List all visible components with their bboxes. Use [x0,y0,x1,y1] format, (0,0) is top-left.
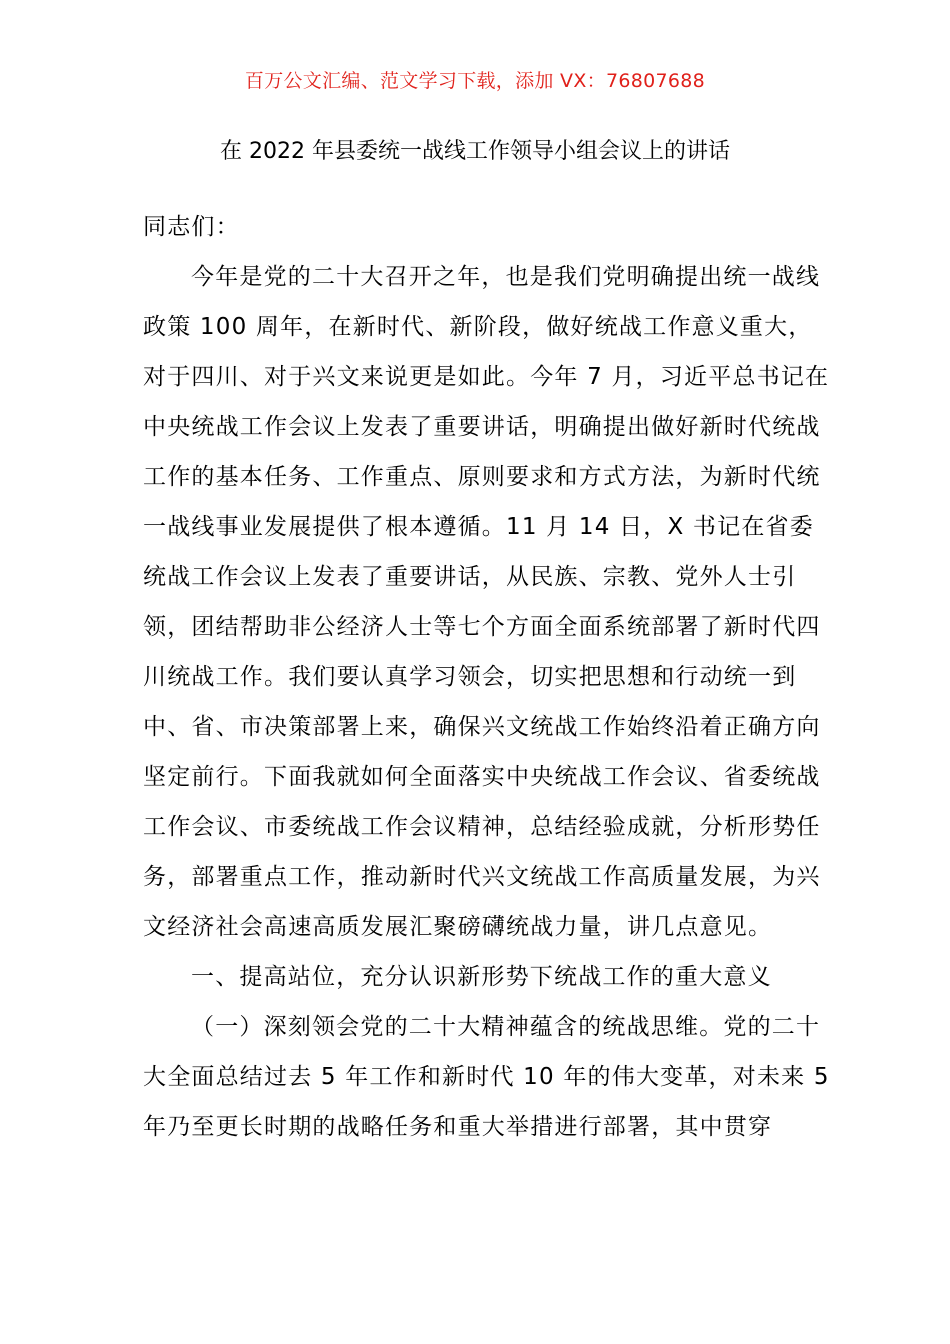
watermark-header: 百万公文汇编、范文学习下载，添加 VX：76807688 [244,70,706,92]
salutation: 同志们： [143,214,240,240]
paragraph-intro: 今年是党的二十大召开之年，也是我们党明确提出统一战线政策 100 周年，在新时代、新阶段，做好统战工作意义重大，对于四川、对于兴文来说更是如此。今年 7 月，习近平总书记在中央统战工作会议上发表了重要讲话，明确提出做好新时代统战工作的基本任务、工作重点、原则要求和方式方法，为新时代统一战线事业发展提供了根本遵循。11 月 14 日，X 书记在省委统战工作会议上发表了重要讲话，从民族、宗教、党外人士引领，团结帮助非公经济人士等七个方面全面系统部署了新时代四川统战工作。我们要认真学习领会，切实把思想和行动统一到中、省、市决策部署上来，确保兴文统战工作始终沿着正确方向坚定前行。下面我就如何全面落实中央统战工作会议、省委统战工作会议、市委统战工作会议精神，总结经验成就，分析形势任务，部署重点工作，推动新时代兴文统战工作高质量发展，为兴文经济社会高速高质发展汇聚磅礴统战力量，讲几点意见。 [143,264,830,940]
paragraph-subsection-1: （一）深刻领会党的二十大精神蕴含的统战思维。党的二十大全面总结过去 5 年工作和新时代 10 年的伟大变革，对未来 5 年乃至更长时期的战略任务和重大举措进行部署，其中贯穿 [143,1014,830,1140]
section-heading: 一、提高站位，充分认识新形势下统战工作的重大意义 [191,964,772,990]
document-body [143,202,833,1152]
page-title: 在 2022 年县委统一战线工作领导小组会议上的讲话 [220,139,730,164]
